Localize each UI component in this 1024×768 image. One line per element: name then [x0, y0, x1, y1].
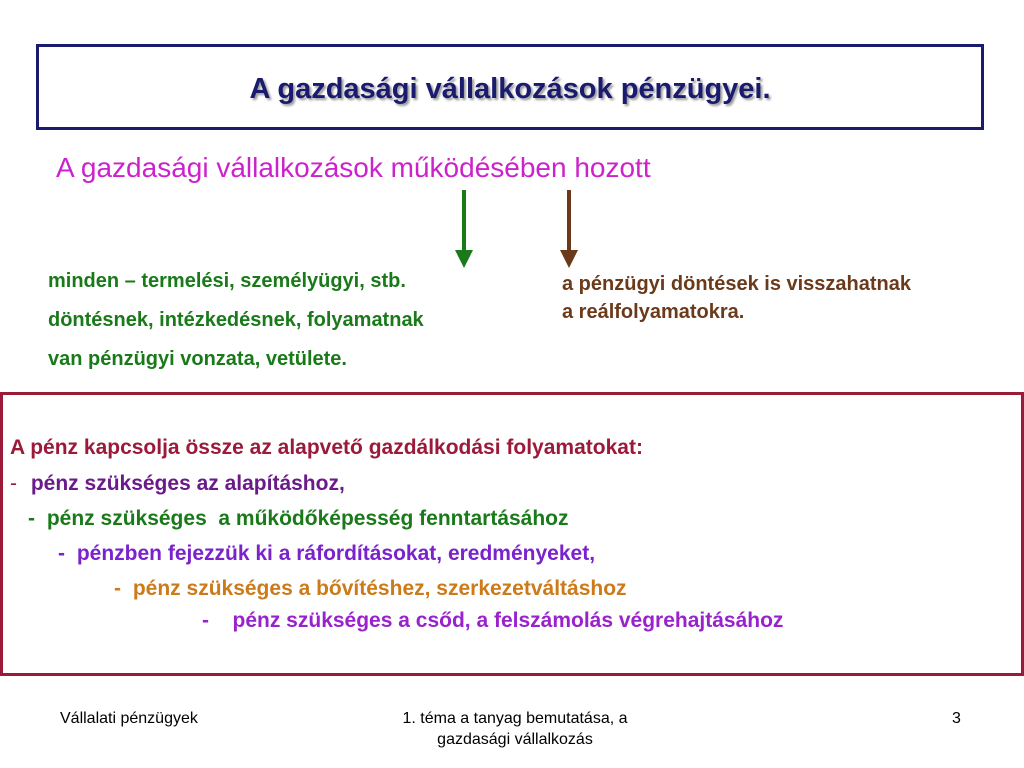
left-block-line: minden – termelési, személyügyi, stb. [48, 270, 406, 292]
item-text: pénzben fejezzük ki a ráfordításokat, eredményeket, [76, 542, 596, 565]
box-item-1 [10, 472, 345, 496]
box-item-3 [58, 542, 595, 566]
item-text: pénz szükséges a működőképesség fenntartásához [46, 507, 569, 530]
footer-center-line: 1. téma a tanyag bemutatása, a [402, 710, 628, 727]
item-text: pénz szükséges a csőd, a felszámolás végrehajtásához [220, 609, 784, 632]
item-text: pénz szükséges az alapításhoz, [30, 472, 345, 495]
box-item-5 [202, 609, 783, 633]
title-box [36, 44, 984, 130]
right-block [562, 270, 911, 326]
item-dash: - [202, 609, 209, 632]
slide-subtitle: A gazdasági vállalkozások működésében hozott [56, 152, 651, 183]
item-text: pénz szükséges a bővítéshez, szerkezetváltáshoz [132, 577, 627, 600]
left-block [48, 262, 424, 379]
item-dash: - [114, 577, 121, 600]
item-dash: - [58, 542, 65, 565]
page-number: 3 [952, 710, 961, 727]
footer-center [330, 708, 700, 750]
left-block-line: döntésnek, intézkedésnek, folyamatnak [48, 309, 424, 331]
green-down-arrow-icon [452, 190, 476, 270]
brown-down-arrow-icon [557, 190, 581, 270]
slide-title: A gazdasági vállalkozások pénzügyei. [249, 73, 771, 105]
footer-left: Vállalati pénzügyek [60, 710, 198, 727]
right-block-line: a reálfolyamatokra. [562, 301, 745, 323]
box-item-4 [114, 577, 627, 601]
right-block-line: a pénzügyi döntések is visszahatnak [562, 273, 912, 295]
box-heading: A pénz kapcsolja össze az alapvető gazdálkodási folyamatokat: [10, 436, 643, 459]
item-dash: - [10, 472, 17, 495]
left-block-line: van pénzügyi vonzata, vetülete. [48, 348, 347, 370]
box-item-2 [28, 507, 569, 531]
money-box [0, 392, 1024, 676]
footer-center-line: gazdasági vállalkozás [437, 731, 593, 748]
item-dash: - [28, 507, 35, 530]
